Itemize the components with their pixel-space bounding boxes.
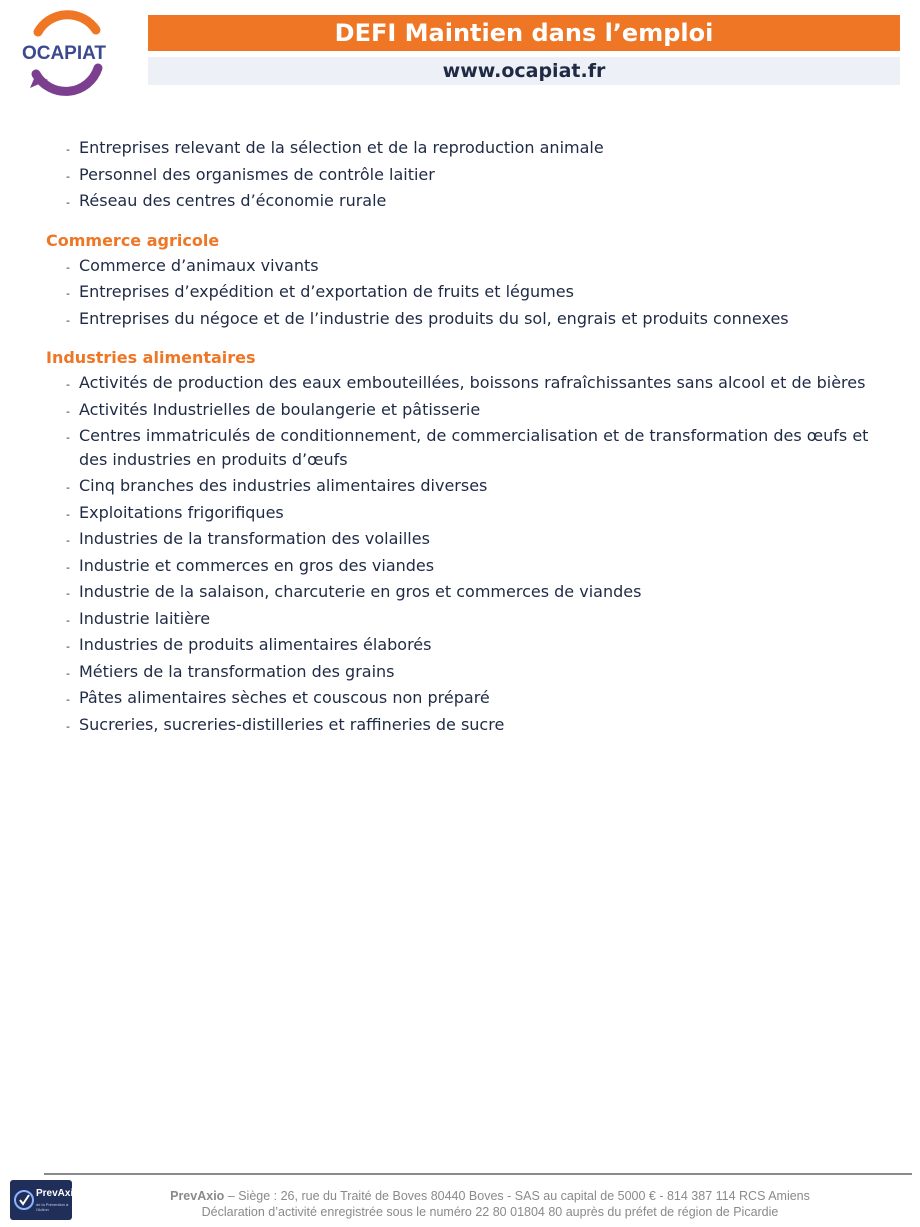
footer-line-2: Déclaration d’activité enregistrée sous le numéro 22 80 01804 80 auprès du préfet de région de Picardie bbox=[201, 1205, 779, 1219]
list-item: - Pâtes alimentaires sèches et couscous non préparé bbox=[66, 686, 896, 710]
list-item: - Industrie de la salaison, charcuterie en gros et commerces de viandes bbox=[66, 580, 896, 604]
list-item: - Cinq branches des industries alimentaires diverses bbox=[66, 474, 896, 498]
list-item: - Entreprises d’expédition et d’exportation de fruits et légumes bbox=[66, 280, 896, 304]
section-title-industries-alimentaires: Industries alimentaires bbox=[46, 348, 256, 367]
list-item: - Industries de la transformation des volailles bbox=[66, 527, 896, 551]
footer-line-1 bbox=[90, 1188, 890, 1204]
website-link[interactable]: www.ocapiat.fr bbox=[148, 57, 900, 85]
document-title-banner: DEFI Maintien dans l’emploi bbox=[148, 15, 900, 51]
section-title-commerce-agricole: Commerce agricole bbox=[46, 230, 220, 250]
footer-legal-text bbox=[90, 1188, 890, 1220]
industries-alimentaires-list bbox=[46, 371, 896, 736]
list-item: - Réseau des centres d’économie rurale bbox=[66, 189, 896, 213]
list-item: - Activités Industrielles de boulangerie et pâtisserie bbox=[66, 398, 896, 422]
ocapiat-logo bbox=[16, 6, 112, 98]
prevaxio-logo bbox=[10, 1180, 80, 1220]
intro-list bbox=[46, 136, 896, 213]
list-item: - Commerce d’animaux vivants bbox=[66, 254, 896, 278]
footer-divider bbox=[44, 1173, 912, 1175]
list-item: - Métiers de la transformation des grains bbox=[66, 660, 896, 684]
list-item: - Exploitations frigorifiques bbox=[66, 501, 896, 525]
document-body bbox=[46, 136, 896, 739]
list-item: - Entreprises relevant de la sélection et de la reproduction animale bbox=[66, 136, 896, 160]
list-item: - Entreprises du négoce et de l’industrie des produits du sol, engrais et produits connexes bbox=[66, 307, 896, 331]
prevaxio-logo-text: PrevAxio bbox=[36, 1188, 80, 1199]
list-item: - Industries de produits alimentaires élaborés bbox=[66, 633, 896, 657]
footer-address: – Siège : 26, rue du Traité de Boves 80440 Boves - SAS au capital de 5000 € - 814 387 114 RCS Amiens bbox=[224, 1189, 810, 1203]
list-item: - Activités de production des eaux embouteillées, boissons rafraîchissantes sans alcool et de bières bbox=[66, 371, 896, 395]
footer-brand: PrevAxio bbox=[170, 1189, 225, 1203]
prevaxio-logo-subtext: de la Prévention à l'Action bbox=[36, 1202, 69, 1212]
ocapiat-logo-text: OCAPIAT bbox=[21, 43, 107, 64]
commerce-agricole-list bbox=[46, 254, 896, 331]
list-item: - Centres immatriculés de conditionnement, de commercialisation et de transformation des œufs et des industries en produits d’œufs bbox=[66, 424, 896, 471]
list-item: - Personnel des organismes de contrôle laitier bbox=[66, 163, 896, 187]
list-item: - Sucreries, sucreries-distilleries et raffineries de sucre bbox=[66, 713, 896, 737]
list-item: - Industrie laitière bbox=[66, 607, 896, 631]
list-item: - Industrie et commerces en gros des viandes bbox=[66, 554, 896, 578]
